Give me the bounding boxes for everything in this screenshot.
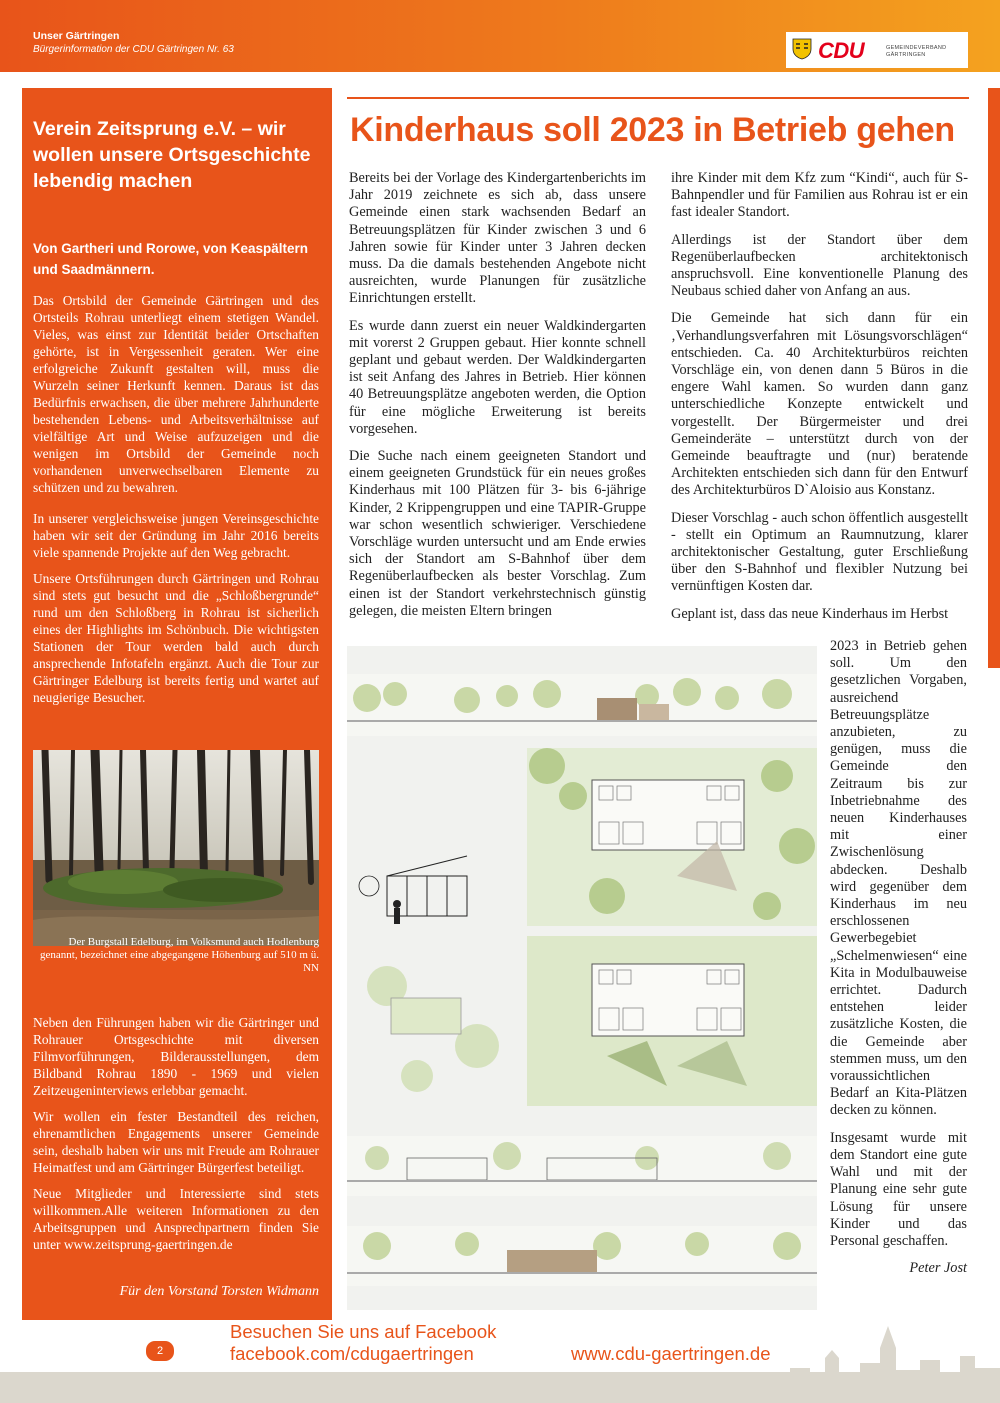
sidebar-paragraph: Das Ortsbild der Gemeinde Gärtringen und des Ortsteils Rohrau unterliegt einem stetigen Wandel. Vieles, was einst zur Identität beider Ortschaften gehörte, ist in Vergessenheit geraten. Wer eine erfolgreiche Zukunft gestalten will, muss die Wurzeln seiner Herkunft kennen. Daraus ist das Bedürfnis erwachsen, die über mehrere Jahrhunderte bestehenden Lebens- und Arbeitsverhältnisse auf vielfältige Art und Weise aufzuzeigen und die wenigen im Ortsbild der Gemeinde noch vorhandenen unverwechselbaren Elemente zu schützen und zu bewahren. <box>33 293 319 495</box>
article-paragraph: Die Gemeinde hat sich dann für ein ‚Verhandlungsverfahren mit Lösungsvorschlägen“ entschieden. Ca. 40 Architekturbüros reichten Vorschläge ein, von denen dann 5 Büros in die engere Wahl kamen. So wurden dann ganz unterschiedliche Konzepte entwickelt und vorgestellt. Der Bürgermeister und drei Gemeinderäte – unterstützt durch von der Gemeinde beauftragte und (nur) beratende Architekten entschieden sich dann für den Entwurf des Architekturbüros D`Aloisio aus Konstanz. <box>671 310 968 499</box>
photo-caption: Der Burgstall Edelburg, im Volksmund auch Hodlenburg genannt, bezeichnet eine abgegangene Höhenburg auf 510 m ü. NN <box>40 936 319 974</box>
article-paragraph: Insgesamt wurde mit dem Standort eine gute Wahl und mit der Planung eine sehr gute Lösung für unsere Kinder und das Personal geschaffen. <box>830 1129 967 1249</box>
sidebar-article <box>22 88 332 1320</box>
sidebar-headline: Verein Zeitsprung e.V. – wir wollen unsere Ortsgeschichte lebendig machen <box>33 118 311 192</box>
title-rule <box>347 97 969 99</box>
article-paragraph: Geplant ist, dass das neue Kinderhaus im Herbst <box>671 605 949 622</box>
edge-accent-bar <box>988 88 1000 668</box>
article-paragraph: Es wurde dann zuerst ein neuer Waldkindergarten mit vorerst 2 Gruppen gebaut. Hier konnte schnell geplant und gebaut werden. Der Waldkindergarten ist seit Anfang des Jahres in Betrieb. Hier können 40 Betreuungsplätze angeboten werden, die Option für eine mögliche Erweiterung ist bereits vorgesehen. <box>349 317 646 437</box>
article-paragraph: ihre Kinder mit dem Kfz zum “Kindi“, auch für S-Bahnpendler und für Familien aus Rohrau ist er ein fast idealer Standort. <box>671 170 968 221</box>
sidebar-paragraph: Neben den Führungen haben wir die Gärtringer und Rohrauer Ortsgeschichte mit diversen Filmvorführungen, Bilderausstellungen, dem Bildband Rohrau 1890 - 1969 und vielen Zeitzeugeninterviews erlebbar gemacht. <box>33 1015 319 1098</box>
cdu-logo <box>786 32 968 68</box>
publication-name: Unser Gärtringen <box>33 30 120 42</box>
logo-wordmark: CDU <box>818 38 865 63</box>
town-skyline-graphic <box>770 1318 1000 1403</box>
article-column-1 <box>349 170 646 630</box>
sidebar-paragraph: Neue Mitglieder und Interessierte sind stets willkommen.Alle weiteren Informationen zu den Arbeitsgruppen und Ansprechpartnern finden Sie unter www.zeitsprung-gaertringen.de <box>33 1186 319 1252</box>
sidebar-paragraph: Unsere Ortsführungen durch Gärtringen und Rohrau sind stets gut besucht und die „Schloßbergrunde“ rund um den Schloßberg in Rohrau ist sicherlich eines der Highlights im Schönbuch. Die wichtigsten Stationen der Tour werden bald auch durch ansprechende Infotafeln ergänzt. Auch die Tour zur Gärtringer Edelburg ist bereits fertig und wartet auf neugierige Besucher. <box>33 571 319 705</box>
article-paragraph: Bereits bei der Vorlage des Kindergartenberichts im Jahr 2019 zeichnete es sich ab, dass unsere Gemeinde einen stark wachsenden Bedarf an Betreuungsplätzen für Kinder zwischen 3 und 6 Jahren sowie für Kinder unter 3 Jahren decken muss. Da die damals bestehenden Angebote nicht ausreichten, wurde Planungen für zusätzliche Einrichtungen erstellt. <box>349 170 646 307</box>
article-paragraph: Die Suche nach einem geeigneten Standort und einem geeigneten Grundstück für ein neues großes Kinderhaus mit 100 Plätzen für 3- bis 6-jährige Kinder, 2 Krippengruppen und eine TAPIR-Gruppe war schon wesentlich schwieriger. Verschiedene Vorschläge wurden untersucht und am Ende erwies sich der Standort am S-Bahnhof über dem Regenüberlaufbecken als bester Vorschlag. Zum einen ist der Standort verkehrstechnisch günstig gelegen, die meisten Eltern bringen <box>349 448 646 619</box>
article-title: Kinderhaus soll 2023 in Betrieb gehen <box>350 111 955 149</box>
publication-subtitle: Bürgerinformation der CDU Gärtringen Nr. 63 <box>33 44 234 55</box>
article-column-2 <box>671 170 968 633</box>
sidebar-subheadline: Von Gartheri und Rorowe, von Keaspältern und Saadmännern. <box>33 241 309 277</box>
architecture-plans-image <box>347 646 817 1310</box>
page-header <box>0 0 1000 72</box>
facebook-invite: Besuchen Sie uns auf Facebook <box>230 1321 497 1342</box>
page-number: 2 <box>146 1341 174 1361</box>
article-author: Peter Jost <box>909 1260 967 1277</box>
logo-subtext: GEMEINDEVERBAND GÄRTRINGEN <box>886 45 947 58</box>
article-paragraph: 2023 in Betrieb gehen soll. Um den gesetzlichen Vorgaben, ausreichend Betreuungsplätze anzubieten, zu genügen, muss die Gemeinde den Zeitraum bis zur Inbetriebnahme des neuen Kinderhauses mit einer Zwischenlösung abdecken. Deshalb wird gegenüber dem Kinderhaus im neu erschlossenen Gewerbegebiet „Schelmenwiesen“ eine Kita in Modulbauweise errichtet. Dadurch entstehen leider zusätzliche Kosten, die die Gemeinde aber stemmen muss, um den voraussichtlichen Bedarf an Kita-Plätzen decken zu können. <box>830 638 967 1119</box>
coat-of-arms-icon <box>792 38 812 60</box>
sidebar-text-bottom <box>33 1014 319 1262</box>
sidebar-text-top <box>33 292 319 715</box>
article-paragraph: Allerdings ist der Standort über dem Regenüberlaufbecken architektonisch anspruchsvoll. Eine konventionelle Planung des Neubaus schied daher von Anfang an aus. <box>671 231 968 300</box>
sidebar-signature: Für den Vorstand Torsten Widmann <box>119 1284 319 1299</box>
sidebar-paragraph: Wir wollen ein fester Bestandteil des reichen, ehrenamtlichen Engagements unserer Gemeinde sein, deshalb haben wir uns mit Freude am Rohrauer Heimatfest und am Gärtringer Bürgerfest beteiligt. <box>33 1109 319 1175</box>
sidebar-paragraph: In unserer vergleichsweise jungen Vereinsgeschichte haben wir seit der Gründung im Jahr 2016 bereits viele spannende Projekte auf den Weg gebracht. <box>33 511 319 560</box>
facebook-link[interactable]: facebook.com/cdugaertringen <box>230 1343 474 1364</box>
website-link[interactable]: www.cdu-gaertringen.de <box>571 1343 771 1364</box>
article-paragraph: Dieser Vorschlag - auch schon öffentlich ausgestellt - stellt ein Optimum an Raumnutzung, klarer architektonischer Gestaltung, guter Erschließung über den S-Bahnhof und flexibler Nutzung bei vernünftigen Kosten dar. <box>671 509 968 595</box>
edelburg-photo <box>33 750 319 946</box>
article-column-3 <box>830 638 967 1287</box>
